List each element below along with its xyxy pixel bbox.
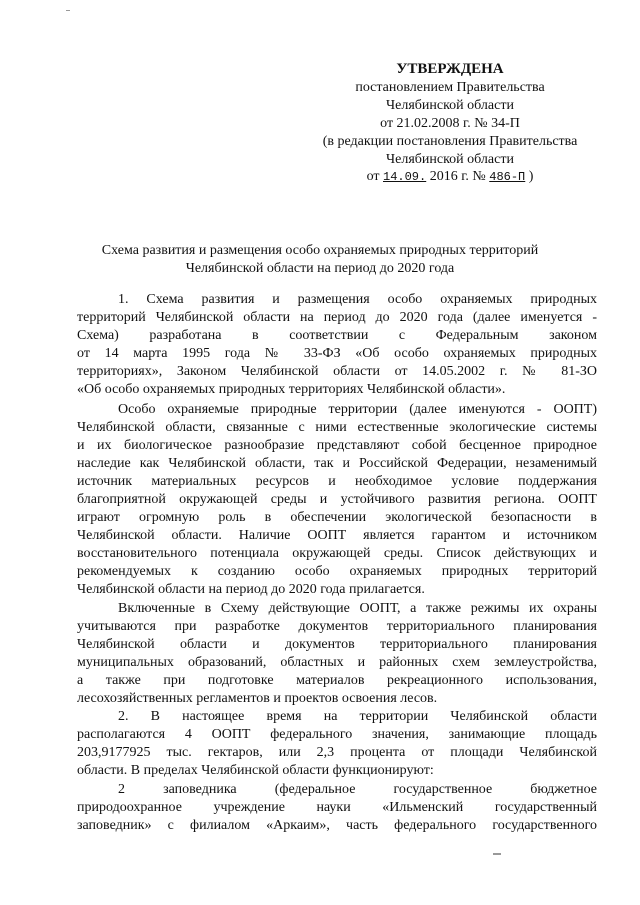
approval-line: Челябинской области (386, 152, 514, 167)
approval-date-line (300, 169, 600, 185)
approval-date-prefix: от (366, 169, 380, 184)
body-line: 203,9177925 тыс. гектаров, или 2,3 процента от площади Челябинской (77, 745, 597, 760)
approval-handwritten-date: 14.09. (383, 170, 427, 184)
body-line: наследие как Челябинской области, так и Российской Федерации, незаменимый (77, 456, 597, 471)
body-line: источник материальных ресурсов и необходимое условие поддержания (77, 474, 597, 489)
body-line: 2 заповедника (федеральное государственное бюджетное (118, 782, 597, 797)
body-line: и их биологическое разнообразие представляют собой бесценное природное (77, 438, 597, 453)
top-mark (66, 10, 70, 11)
body-line: учитываются при разработке документов территориального планирования (77, 619, 597, 634)
body-line: играют огромную роль в обеспечении экологической безопасности в (77, 510, 597, 525)
document-title: Схема развития и размещения особо охраняемых природных территорий (101, 243, 539, 258)
body-line: Челябинской области. Наличие ООПТ является гарантом и источником (77, 528, 597, 543)
body-line: восстановительного потенциала окружающей среды. Список действующих и (77, 546, 597, 561)
approval-handwritten-number: 486-П (489, 170, 526, 184)
body-line: 1. Схема развития и размещения особо охраняемых природных (118, 292, 597, 307)
approval-line: постановлением Правительства (355, 80, 545, 95)
body-line: Схема) разработана в соответствии с Федеральным законом (77, 328, 597, 343)
body-line: благоприятной окружающей среды и устойчивого развития региона. ООПТ (77, 492, 597, 507)
body-line: Особо охраняемые природные территории (далее именуются - ООПТ) (118, 402, 597, 417)
body-line: Включенные в Схему действующие ООПТ, а также режимы их охраны (118, 601, 597, 616)
body-line: а также при подготовке материалов рекреационного использования, (77, 673, 597, 688)
approval-line: (в редакции постановления Правительства (322, 134, 578, 149)
scan-speck (493, 853, 501, 855)
approval-line: от 21.02.2008 г. № 34-П (380, 116, 520, 131)
body-line: природоохранное учреждение науки «Ильменский государственный (77, 800, 597, 815)
body-line: 2. В настоящее время на территории Челябинской области (118, 709, 597, 724)
body-line: располагаются 4 ООПТ федерального значения, занимающие площадь (77, 727, 597, 742)
body-line: рекомендуемых к созданию особо охраняемых природных территорий (77, 564, 597, 579)
body-line: муниципальных образований, областных и районных схем землеустройства, (77, 655, 597, 670)
body-line: заповедник» с филиалом «Аркаим», часть федерального государственного (77, 818, 597, 833)
body-line: области. В пределах Челябинской области функционируют: (77, 763, 434, 778)
body-line: территориях», Законом Челябинской области от 14.05.2002 г. № 81-ЗО (77, 364, 597, 379)
approval-date-mid: 2016 г. № (429, 169, 486, 184)
approval-line: Челябинской области (386, 98, 514, 113)
body-line: Челябинской области и документов территориального планирования (77, 637, 597, 652)
document-title: Челябинской области на период до 2020 года (185, 261, 455, 276)
approval-heading: УТВЕРЖДЕНА (396, 61, 504, 77)
body-line: от 14 марта 1995 года № 33-ФЗ «Об особо охраняемых природных (77, 346, 597, 361)
body-line: Челябинской области на период до 2020 года прилагается. (77, 582, 425, 597)
approval-date-suffix: ) (528, 169, 534, 184)
body-line: лесохозяйственных регламентов и проектов освоения лесов. (77, 691, 438, 706)
body-line: Челябинской области, связанные с ними естественные экологические системы (77, 420, 597, 435)
body-line: территорий Челябинской области на период до 2020 года (далее именуется - (77, 310, 597, 325)
body-line: «Об особо охраняемых природных территориях Челябинской области». (77, 382, 506, 397)
